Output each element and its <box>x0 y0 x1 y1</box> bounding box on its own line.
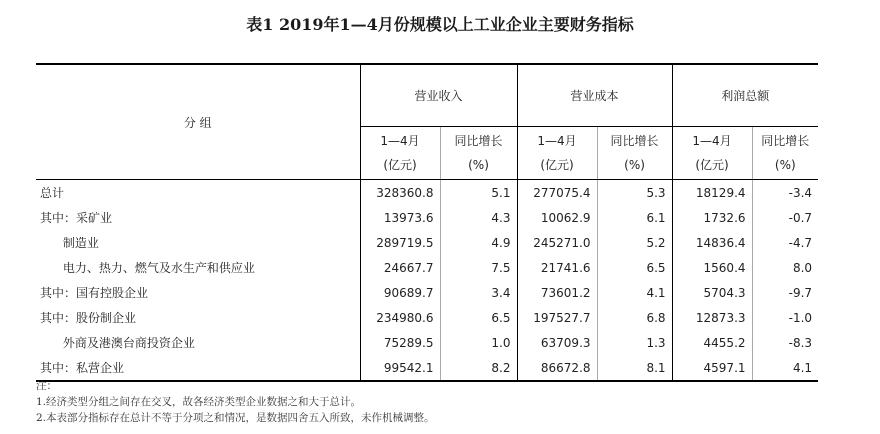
row-label: 总计 <box>40 186 65 200</box>
cost-value: 245271.0 <box>517 230 597 255</box>
revenue-value: 90689.7 <box>360 280 440 305</box>
revenue-growth: 3.4 <box>440 280 517 305</box>
cost-growth: 5.3 <box>597 180 672 206</box>
cost-value: 277075.4 <box>517 180 597 206</box>
revenue-header: 营业收入 <box>360 64 517 127</box>
cost-growth: 6.1 <box>597 205 672 230</box>
profit-value: 12873.3 <box>672 305 752 330</box>
table-row <box>36 355 818 381</box>
note-2: 2.本表部分指标存在总计不等于分项之和情况，是数据四舍五入所致，未作机械调整。 <box>36 412 435 424</box>
revenue-value: 75289.5 <box>360 330 440 355</box>
table-title: 表1 2019年1—4月份规模以上工业企业主要财务指标 <box>246 15 634 34</box>
cost-value: 73601.2 <box>517 280 597 305</box>
profit-growth: -8.3 <box>752 330 818 355</box>
table-row <box>36 180 818 206</box>
profit-growth: -3.4 <box>752 180 818 206</box>
profit-growth: 4.1 <box>752 355 818 381</box>
profit-growth: -9.7 <box>752 280 818 305</box>
profit-growth: -1.0 <box>752 305 818 330</box>
revenue-period-header: 1—4月 (亿元) <box>360 127 440 180</box>
revenue-value: 328360.8 <box>360 180 440 206</box>
row-label: 其中：国有控股企业 <box>40 286 149 300</box>
table-row <box>36 330 818 355</box>
table-row <box>36 280 818 305</box>
revenue-growth: 1.0 <box>440 330 517 355</box>
group-header: 分 组 <box>36 64 360 180</box>
profit-value: 18129.4 <box>672 180 752 206</box>
profit-growth: 8.0 <box>752 255 818 280</box>
revenue-growth: 4.9 <box>440 230 517 255</box>
cost-value: 86672.8 <box>517 355 597 381</box>
cost-value: 10062.9 <box>517 205 597 230</box>
revenue-growth: 5.1 <box>440 180 517 206</box>
notes-heading: 注： <box>36 380 57 392</box>
financial-indicators-table <box>36 63 818 382</box>
profit-value: 4597.1 <box>672 355 752 381</box>
cost-growth: 4.1 <box>597 280 672 305</box>
cost-growth: 1.3 <box>597 330 672 355</box>
profit-growth: -0.7 <box>752 205 818 230</box>
row-label: 其中：股份制企业 <box>40 311 137 325</box>
revenue-value: 234980.6 <box>360 305 440 330</box>
revenue-value: 24667.7 <box>360 255 440 280</box>
revenue-value: 289719.5 <box>360 230 440 255</box>
row-label: 其中：私营企业 <box>36 355 360 381</box>
profit-header: 利润总额 <box>672 64 818 127</box>
cost-value: 21741.6 <box>517 255 597 280</box>
profit-period-header: 1—4月 (亿元) <box>672 127 752 180</box>
cost-growth: 6.5 <box>597 255 672 280</box>
revenue-value: 99542.1 <box>360 355 440 381</box>
profit-growth: -4.7 <box>752 230 818 255</box>
profit-value: 1560.4 <box>672 255 752 280</box>
table-row <box>36 205 818 230</box>
revenue-growth: 7.5 <box>440 255 517 280</box>
revenue-growth: 8.2 <box>440 355 517 381</box>
table-row <box>36 255 818 280</box>
cost-growth: 8.1 <box>597 355 672 381</box>
row-label: 其中：采矿业 <box>40 211 113 225</box>
cost-value: 197527.7 <box>517 305 597 330</box>
profit-value: 14836.4 <box>672 230 752 255</box>
revenue-growth: 4.3 <box>440 205 517 230</box>
profit-yoy-header: 同比增长 (%) <box>752 127 818 180</box>
revenue-growth: 6.5 <box>440 305 517 330</box>
cost-value: 63709.3 <box>517 330 597 355</box>
row-label: 电力、热力、燃气及水生产和供应业 <box>40 261 255 275</box>
profit-value: 4455.2 <box>672 330 752 355</box>
cost-header: 营业成本 <box>517 64 672 127</box>
cost-growth: 5.2 <box>597 230 672 255</box>
cost-period-header: 1—4月 (亿元) <box>517 127 597 180</box>
revenue-yoy-header: 同比增长 (%) <box>440 127 517 180</box>
row-label: 制造业 <box>40 236 99 250</box>
table-row <box>36 230 818 255</box>
revenue-value: 13973.6 <box>360 205 440 230</box>
cost-growth: 6.8 <box>597 305 672 330</box>
table-row <box>36 305 818 330</box>
profit-value: 5704.3 <box>672 280 752 305</box>
profit-value: 1732.6 <box>672 205 752 230</box>
note-1: 1.经济类型分组之间存在交叉，故各经济类型企业数据之和大于总计。 <box>36 396 362 408</box>
row-label: 外商及港澳台商投资企业 <box>40 336 195 350</box>
cost-yoy-header: 同比增长 (%) <box>597 127 672 180</box>
